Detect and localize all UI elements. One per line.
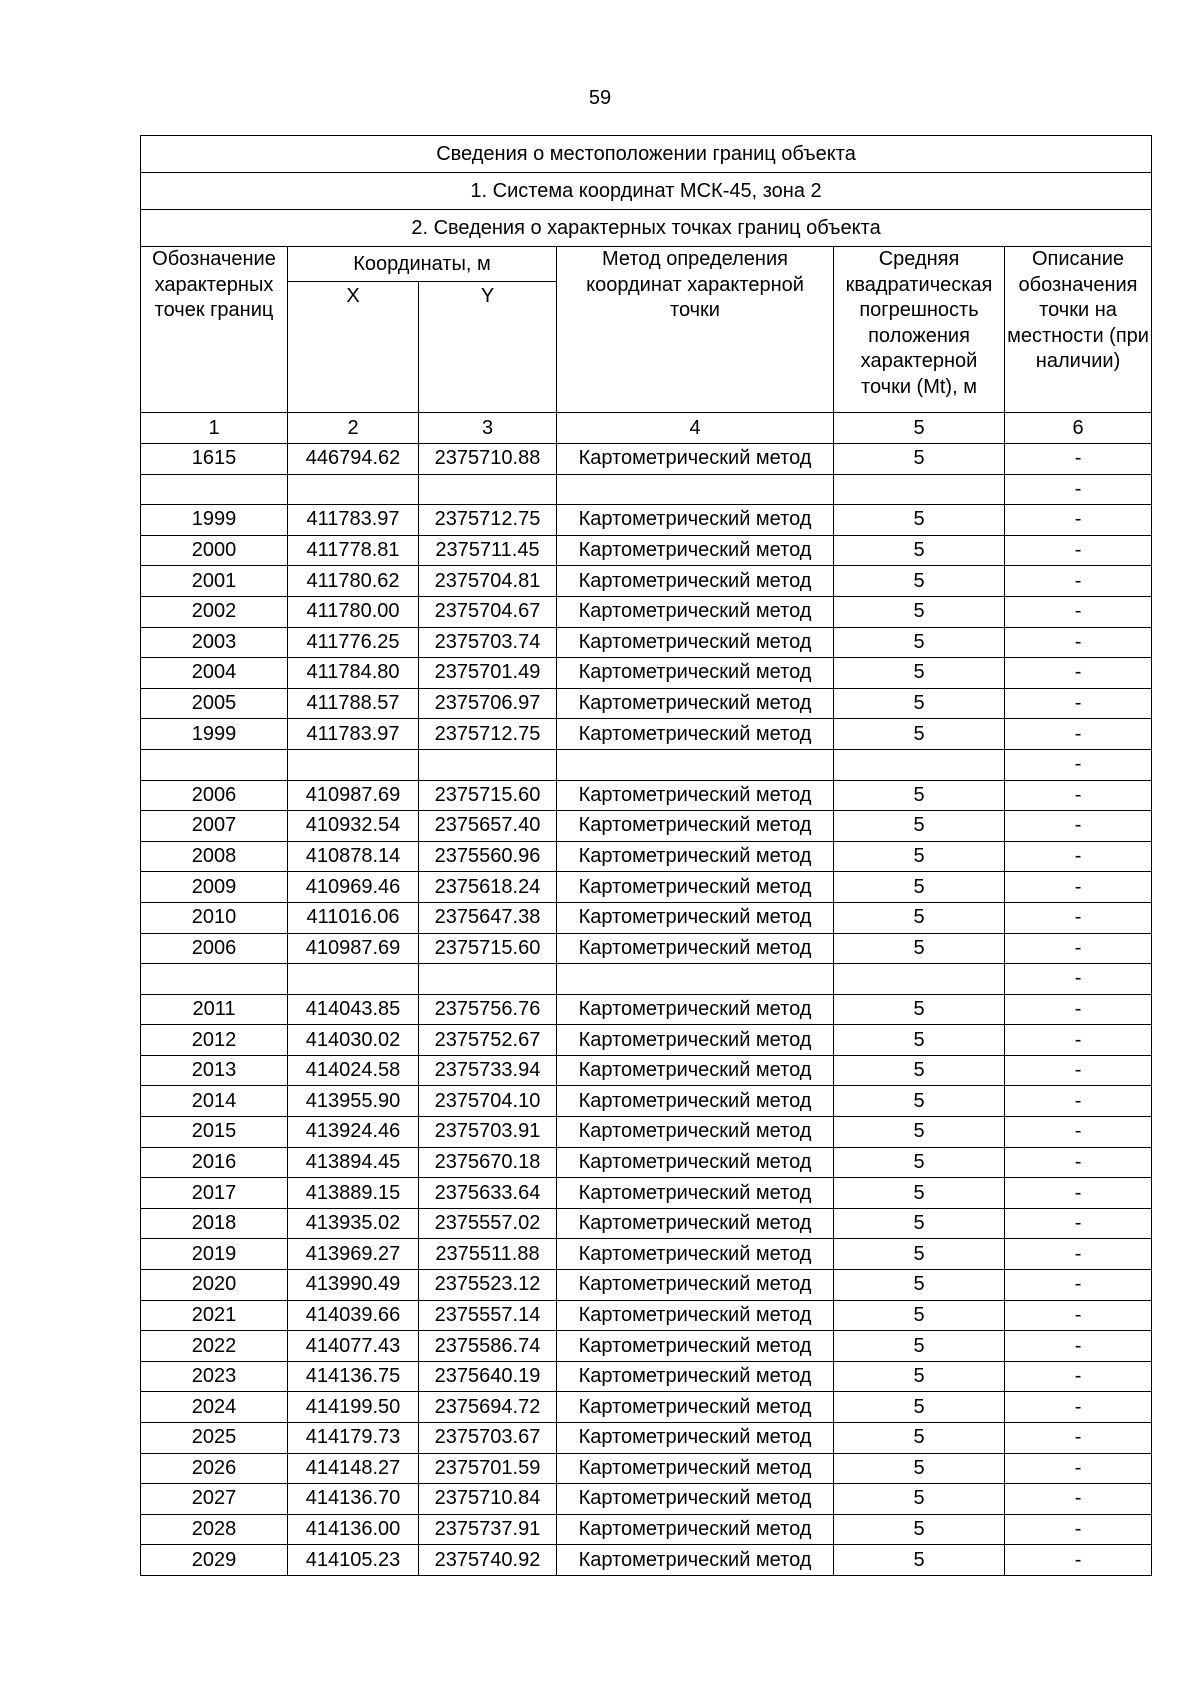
method-cell: Картометрический метод [557,994,834,1025]
method-cell: Картометрический метод [557,780,834,811]
error-cell: 5 [834,1423,1005,1454]
point-id-cell: 2016 [141,1147,288,1178]
description-cell: - [1005,505,1152,536]
point-id-cell: 2004 [141,658,288,689]
description-cell: - [1005,1545,1152,1576]
method-cell: Картометрический метод [557,1453,834,1484]
table-row [141,1392,1152,1423]
x-coordinate-cell: 411780.00 [288,596,419,627]
description-cell: - [1005,1025,1152,1056]
point-id-cell: 2003 [141,627,288,658]
x-coordinate-cell: 414136.70 [288,1484,419,1515]
x-coordinate-cell: 414136.75 [288,1361,419,1392]
description-cell: - [1005,474,1152,505]
description-cell: - [1005,1514,1152,1545]
column-number: 2 [288,413,419,444]
y-coordinate-cell: 2375703.91 [419,1117,557,1148]
table-row [141,811,1152,842]
point-id-cell: 1999 [141,505,288,536]
method-cell [557,964,834,995]
x-coordinate-cell: 413955.90 [288,1086,419,1117]
x-coordinate-cell: 414077.43 [288,1331,419,1362]
point-id-cell: 2017 [141,1178,288,1209]
error-cell [834,749,1005,780]
y-coordinate-cell: 2375703.67 [419,1423,557,1454]
x-coordinate-cell: 411780.62 [288,566,419,597]
x-coordinate-cell: 414030.02 [288,1025,419,1056]
method-cell: Картометрический метод [557,902,834,933]
error-cell: 5 [834,811,1005,842]
point-id-cell: 2006 [141,933,288,964]
description-cell: - [1005,596,1152,627]
error-cell: 5 [834,719,1005,750]
method-cell: Картометрический метод [557,719,834,750]
y-coordinate-cell [419,474,557,505]
description-cell: - [1005,1208,1152,1239]
description-cell: - [1005,933,1152,964]
error-cell: 5 [834,1484,1005,1515]
y-coordinate-cell [419,964,557,995]
y-coordinate-cell: 2375740.92 [419,1545,557,1576]
point-id-cell [141,964,288,995]
table-row [141,505,1152,536]
table-row [141,1239,1152,1270]
column-number: 1 [141,413,288,444]
error-cell: 5 [834,535,1005,566]
method-cell: Картометрический метод [557,1514,834,1545]
description-cell: - [1005,994,1152,1025]
y-coordinate-cell: 2375557.02 [419,1208,557,1239]
x-coordinate-cell: 410878.14 [288,841,419,872]
method-cell: Картометрический метод [557,1545,834,1576]
y-coordinate-cell: 2375704.10 [419,1086,557,1117]
point-id-cell: 2006 [141,780,288,811]
error-cell: 5 [834,1117,1005,1148]
description-cell: - [1005,688,1152,719]
error-cell: 5 [834,933,1005,964]
description-cell: - [1005,719,1152,750]
table-row [141,1484,1152,1515]
description-cell: - [1005,1270,1152,1301]
y-coordinate-cell [419,749,557,780]
description-cell: - [1005,1055,1152,1086]
error-cell: 5 [834,902,1005,933]
x-coordinate-cell: 411783.97 [288,719,419,750]
x-coordinate-cell: 410987.69 [288,780,419,811]
y-coordinate-cell: 2375706.97 [419,688,557,719]
method-cell: Картометрический метод [557,872,834,903]
x-coordinate-cell: 414136.00 [288,1514,419,1545]
method-cell: Картометрический метод [557,1147,834,1178]
y-coordinate-cell: 2375560.96 [419,841,557,872]
point-id-cell: 1999 [141,719,288,750]
error-cell: 5 [834,658,1005,689]
error-cell: 5 [834,444,1005,475]
table-row [141,444,1152,475]
y-coordinate-cell: 2375712.75 [419,505,557,536]
description-cell: - [1005,1361,1152,1392]
characteristic-points-heading: 2. Сведения о характерных точках границ объекта [141,210,1152,247]
description-cell: - [1005,811,1152,842]
description-cell: - [1005,749,1152,780]
y-coordinate-cell: 2375711.45 [419,535,557,566]
x-coordinate-cell: 414199.50 [288,1392,419,1423]
description-cell: - [1005,1147,1152,1178]
table-row [141,688,1152,719]
table-row [141,933,1152,964]
error-cell: 5 [834,1208,1005,1239]
error-cell: 5 [834,688,1005,719]
x-coordinate-cell: 413924.46 [288,1117,419,1148]
col-header-method: Метод определения координат характерной точки [557,247,834,413]
method-cell [557,749,834,780]
y-coordinate-cell: 2375715.60 [419,933,557,964]
description-cell: - [1005,1086,1152,1117]
y-coordinate-cell: 2375710.84 [419,1484,557,1515]
y-coordinate-cell: 2375737.91 [419,1514,557,1545]
error-cell: 5 [834,1178,1005,1209]
y-coordinate-cell: 2375670.18 [419,1147,557,1178]
table-title: Сведения о местоположении границ объекта [141,136,1152,173]
error-cell [834,474,1005,505]
point-id-cell: 2012 [141,1025,288,1056]
table-row [141,658,1152,689]
error-cell: 5 [834,780,1005,811]
method-cell: Картометрический метод [557,444,834,475]
point-id-cell: 2020 [141,1270,288,1301]
x-coordinate-cell [288,474,419,505]
method-cell: Картометрический метод [557,1086,834,1117]
method-cell: Картометрический метод [557,566,834,597]
point-id-cell: 2008 [141,841,288,872]
y-coordinate-cell: 2375756.76 [419,994,557,1025]
table-row [141,1300,1152,1331]
error-cell [834,964,1005,995]
error-cell: 5 [834,994,1005,1025]
column-number: 4 [557,413,834,444]
point-id-cell [141,474,288,505]
method-cell: Картометрический метод [557,1300,834,1331]
table-row [141,1270,1152,1301]
y-coordinate-cell: 2375715.60 [419,780,557,811]
error-cell: 5 [834,1331,1005,1362]
y-coordinate-cell: 2375657.40 [419,811,557,842]
method-cell: Картометрический метод [557,1208,834,1239]
x-coordinate-cell: 413990.49 [288,1270,419,1301]
point-id-cell: 2029 [141,1545,288,1576]
error-cell: 5 [834,566,1005,597]
point-id-cell: 2002 [141,596,288,627]
x-coordinate-cell: 410969.46 [288,872,419,903]
x-coordinate-cell: 413969.27 [288,1239,419,1270]
error-cell: 5 [834,1055,1005,1086]
point-id-cell: 2009 [141,872,288,903]
point-id-cell: 2001 [141,566,288,597]
table-row [141,1147,1152,1178]
error-cell: 5 [834,1361,1005,1392]
method-cell: Картометрический метод [557,627,834,658]
method-cell: Картометрический метод [557,1178,834,1209]
description-cell: - [1005,535,1152,566]
table-row [141,1086,1152,1117]
y-coordinate-cell: 2375523.12 [419,1270,557,1301]
method-cell: Картометрический метод [557,1270,834,1301]
error-cell: 5 [834,1453,1005,1484]
description-cell: - [1005,658,1152,689]
col-header-designation: Обозначение характерных точек границ [141,247,288,413]
x-coordinate-cell: 411784.80 [288,658,419,689]
description-cell: - [1005,1331,1152,1362]
point-id-cell: 2022 [141,1331,288,1362]
y-coordinate-cell: 2375704.67 [419,596,557,627]
description-cell: - [1005,841,1152,872]
y-coordinate-cell: 2375701.49 [419,658,557,689]
method-cell: Картометрический метод [557,1239,834,1270]
point-id-cell: 2023 [141,1361,288,1392]
point-id-cell: 2019 [141,1239,288,1270]
method-cell: Картометрический метод [557,535,834,566]
table-row [141,1055,1152,1086]
x-coordinate-cell: 411788.57 [288,688,419,719]
method-cell: Картометрический метод [557,933,834,964]
point-id-cell: 2024 [141,1392,288,1423]
x-coordinate-cell: 446794.62 [288,444,419,475]
description-cell: - [1005,1423,1152,1454]
point-id-cell: 2000 [141,535,288,566]
table-row [141,535,1152,566]
error-cell: 5 [834,1025,1005,1056]
error-cell: 5 [834,1545,1005,1576]
x-coordinate-cell: 411783.97 [288,505,419,536]
x-coordinate-cell: 414179.73 [288,1423,419,1454]
method-cell: Картометрический метод [557,688,834,719]
method-cell: Картометрический метод [557,1055,834,1086]
y-coordinate-cell: 2375752.67 [419,1025,557,1056]
error-cell: 5 [834,505,1005,536]
y-coordinate-cell: 2375633.64 [419,1178,557,1209]
point-id-cell: 2015 [141,1117,288,1148]
point-id-cell: 2028 [141,1514,288,1545]
column-number: 3 [419,413,557,444]
y-coordinate-cell: 2375640.19 [419,1361,557,1392]
error-cell: 5 [834,1300,1005,1331]
point-id-cell: 2014 [141,1086,288,1117]
table-row [141,566,1152,597]
table-row [141,1514,1152,1545]
table-row [141,596,1152,627]
point-id-cell: 2011 [141,994,288,1025]
point-id-cell: 2010 [141,902,288,933]
table-row [141,872,1152,903]
point-id-cell: 2018 [141,1208,288,1239]
description-cell: - [1005,1300,1152,1331]
table-body [141,444,1152,1576]
error-cell: 5 [834,1239,1005,1270]
description-cell: - [1005,964,1152,995]
x-coordinate-cell: 411016.06 [288,902,419,933]
method-cell: Картометрический метод [557,1423,834,1454]
x-coordinate-cell: 410987.69 [288,933,419,964]
y-coordinate-cell: 2375733.94 [419,1055,557,1086]
table-row [141,1117,1152,1148]
point-id-cell: 2013 [141,1055,288,1086]
y-coordinate-cell: 2375712.75 [419,719,557,750]
table-row [141,474,1152,505]
description-cell: - [1005,1239,1152,1270]
y-coordinate-cell: 2375557.14 [419,1300,557,1331]
x-coordinate-cell: 411776.25 [288,627,419,658]
table-row [141,841,1152,872]
error-cell: 5 [834,627,1005,658]
table-row [141,994,1152,1025]
description-cell: - [1005,627,1152,658]
y-coordinate-cell: 2375704.81 [419,566,557,597]
table-row [141,964,1152,995]
error-cell: 5 [834,596,1005,627]
error-cell: 5 [834,1086,1005,1117]
table-row [141,627,1152,658]
table-row [141,1331,1152,1362]
table-row [141,719,1152,750]
description-cell: - [1005,872,1152,903]
point-id-cell: 1615 [141,444,288,475]
y-coordinate-cell: 2375647.38 [419,902,557,933]
y-coordinate-cell: 2375703.74 [419,627,557,658]
table-row [141,780,1152,811]
x-coordinate-cell: 413889.15 [288,1178,419,1209]
table-row [141,1208,1152,1239]
col-header-x: X [288,282,419,413]
page-number: 59 [588,87,612,109]
error-cell: 5 [834,872,1005,903]
point-id-cell: 2025 [141,1423,288,1454]
table-row [141,1025,1152,1056]
col-header-error: Средняя квадратическая погрешность положения характерной точки (Mt), м [834,247,1005,413]
table-row [141,1423,1152,1454]
point-id-cell: 2026 [141,1453,288,1484]
method-cell: Картометрический метод [557,811,834,842]
method-cell: Картометрический метод [557,841,834,872]
error-cell: 5 [834,841,1005,872]
error-cell: 5 [834,1147,1005,1178]
point-id-cell: 2021 [141,1300,288,1331]
table-row [141,749,1152,780]
method-cell: Картометрический метод [557,1361,834,1392]
method-cell: Картометрический метод [557,596,834,627]
x-coordinate-cell: 411778.81 [288,535,419,566]
description-cell: - [1005,902,1152,933]
boundary-points-table [140,135,1152,1576]
y-coordinate-cell: 2375701.59 [419,1453,557,1484]
method-cell: Картометрический метод [557,505,834,536]
description-cell: - [1005,1392,1152,1423]
method-cell: Картометрический метод [557,1484,834,1515]
description-cell: - [1005,444,1152,475]
x-coordinate-cell: 414043.85 [288,994,419,1025]
description-cell: - [1005,1453,1152,1484]
x-coordinate-cell: 410932.54 [288,811,419,842]
column-number: 5 [834,413,1005,444]
table-row [141,1545,1152,1576]
point-id-cell: 2007 [141,811,288,842]
x-coordinate-cell [288,964,419,995]
description-cell: - [1005,780,1152,811]
y-coordinate-cell: 2375511.88 [419,1239,557,1270]
y-coordinate-cell: 2375694.72 [419,1392,557,1423]
y-coordinate-cell: 2375710.88 [419,444,557,475]
description-cell: - [1005,1484,1152,1515]
x-coordinate-cell: 413935.02 [288,1208,419,1239]
col-header-coordinates: Координаты, м [288,247,557,282]
x-coordinate-cell [288,749,419,780]
table-row [141,1453,1152,1484]
point-id-cell: 2005 [141,688,288,719]
description-cell: - [1005,1178,1152,1209]
col-header-y: Y [419,282,557,413]
method-cell: Картометрический метод [557,1331,834,1362]
table-row [141,1361,1152,1392]
method-cell: Картометрический метод [557,1025,834,1056]
col-header-description: Описание обозначения точки на местности (при наличии) [1005,247,1152,413]
method-cell: Картометрический метод [557,1117,834,1148]
error-cell: 5 [834,1514,1005,1545]
description-cell: - [1005,566,1152,597]
method-cell [557,474,834,505]
point-id-cell: 2027 [141,1484,288,1515]
point-id-cell [141,749,288,780]
method-cell: Картометрический метод [557,658,834,689]
x-coordinate-cell: 414039.66 [288,1300,419,1331]
column-number-row [141,413,1152,444]
table-row [141,1178,1152,1209]
column-number: 6 [1005,413,1152,444]
error-cell: 5 [834,1270,1005,1301]
description-cell: - [1005,1117,1152,1148]
table-row [141,902,1152,933]
x-coordinate-cell: 414148.27 [288,1453,419,1484]
error-cell: 5 [834,1392,1005,1423]
method-cell: Картометрический метод [557,1392,834,1423]
y-coordinate-cell: 2375618.24 [419,872,557,903]
x-coordinate-cell: 414105.23 [288,1545,419,1576]
x-coordinate-cell: 414024.58 [288,1055,419,1086]
y-coordinate-cell: 2375586.74 [419,1331,557,1362]
x-coordinate-cell: 413894.45 [288,1147,419,1178]
coordinate-system-heading: 1. Система координат МСК-45, зона 2 [141,173,1152,210]
